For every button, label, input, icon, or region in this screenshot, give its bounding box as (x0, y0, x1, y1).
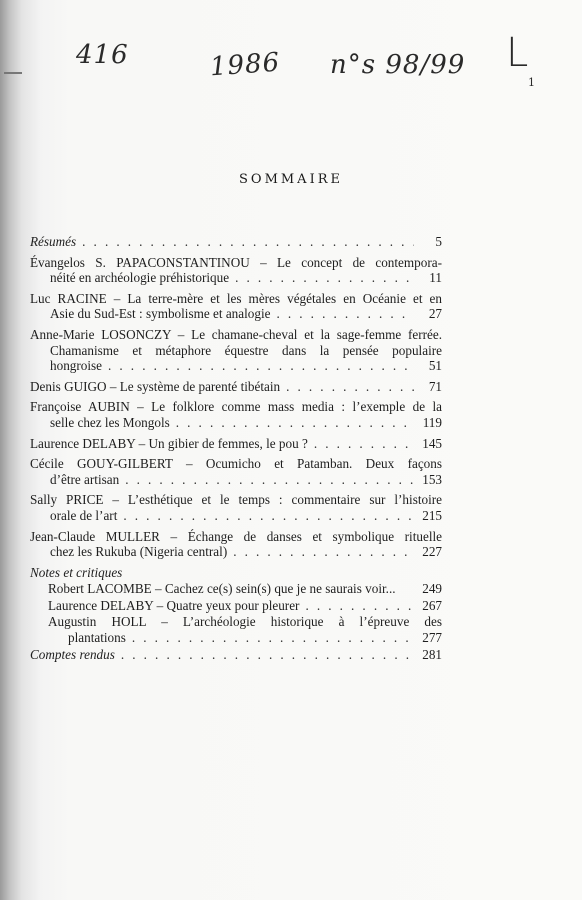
toc-entry-text: néité en archéologie préhistorique (50, 270, 230, 286)
dot-leader (132, 630, 414, 646)
page-number: 11 (429, 270, 442, 286)
handwritten-letter: L (506, 30, 530, 76)
page-number: 27 (428, 306, 442, 322)
dot-leader (314, 436, 414, 452)
toc-entry-first-line: Cécile GOUY-GILBERT – Ocumicho et Patamban. Deux façons (30, 456, 442, 472)
toc-entry-text: Laurence DELABY – Quatre yeux pour pleurer (48, 597, 300, 613)
dot-leader (176, 415, 414, 431)
toc-entry (30, 614, 442, 645)
toc-entry-text: Comptes rendus (30, 646, 115, 662)
toc-entry-first-line: Luc RACINE – La terre-mère et les mères végétales en Océanie et en (30, 290, 442, 306)
toc-entry (30, 291, 442, 322)
page-number: 281 (422, 646, 442, 662)
dot-leader (277, 306, 415, 322)
toc-entry-text: hongroise (50, 358, 103, 374)
toc-entry (30, 647, 442, 663)
handwritten-index: 1 (528, 76, 536, 89)
page-number: 267 (422, 597, 442, 613)
toc-entry-text: plantations (68, 630, 126, 646)
toc-entry-text: Denis GUIGO – Le système de parenté tibétain (30, 378, 281, 394)
toc-entry (30, 399, 442, 430)
toc-entry (30, 327, 442, 374)
toc-entry-text: orale de l’art (50, 507, 118, 523)
dot-leader (82, 234, 414, 250)
toc-entry (30, 529, 442, 560)
toc-entry-middle-line: Chamanisme et métaphore équestre dans la pensée populaire (50, 342, 442, 358)
toc-entry (30, 581, 442, 597)
dot-leader (233, 544, 414, 560)
dot-leader (125, 472, 414, 488)
dot-leader (305, 598, 414, 614)
page-number: 249 (422, 581, 442, 597)
toc-entry-first-line: Augustin HOLL – L’archéologie historique à l’épreuve des (48, 614, 442, 630)
page-number: 145 (422, 435, 442, 451)
page-title: SOMMAIRE (239, 172, 343, 187)
toc-entry-first-line: Jean-Claude MULLER – Échange de danses et symbolique rituelle (30, 528, 442, 544)
toc-entry-text: Asie du Sud-Est : symbolisme et analogie (50, 306, 271, 322)
dot-leader (286, 379, 414, 395)
toc-entry-first-line: Françoise AUBIN – Le folklore comme mass media : l’exemple de la (30, 399, 442, 415)
handwritten-issue: n°s 98/99 (330, 50, 466, 80)
toc-entry (30, 379, 442, 395)
section-heading: Notes et critiques (30, 564, 123, 580)
dot-leader (123, 508, 414, 524)
page-number: 119 (422, 414, 442, 430)
page-number: 153 (422, 471, 442, 487)
toc-entry-first-line: Sally PRICE – L’esthétique et le temps : commentaire sur l’histoire (30, 492, 442, 508)
page-number: 227 (422, 544, 442, 560)
dot-leader (121, 647, 414, 663)
page-number: 71 (428, 378, 442, 394)
page-number: 51 (428, 358, 442, 374)
handwritten-note: 416 (76, 40, 129, 70)
dot-leader (108, 358, 414, 374)
toc-entry-first-line: Anne-Marie LOSONCZY – Le chamane-cheval et la sage-femme ferrée. (30, 326, 442, 342)
toc-entry (30, 598, 442, 614)
toc-entry-text: Laurence DELABY – Un gibier de femmes, le pou ? (30, 435, 308, 451)
toc-entry (30, 234, 442, 250)
dot-leader (235, 270, 414, 286)
page-number: 277 (422, 630, 442, 646)
toc-entry-text: d’être artisan (50, 471, 120, 487)
toc-entry (30, 492, 442, 523)
table-of-contents (30, 234, 442, 667)
handwritten-year: 1986 (209, 47, 282, 83)
toc-entry-text: Robert LACOMBE – Cachez ce(s) sein(s) que je ne saurais voir... (48, 581, 396, 597)
page-number: 5 (435, 234, 442, 249)
page-number: 215 (422, 507, 442, 523)
toc-entry-text: Résumés (30, 234, 77, 249)
toc-entry (30, 436, 442, 452)
toc-entry-first-line: Évangelos S. PAPACONSTANTINOU – Le concept de contempora- (30, 254, 442, 270)
margin-mark (4, 72, 22, 74)
toc-entry (30, 255, 442, 286)
toc-entry-text: selle chez les Mongols (50, 414, 170, 430)
toc-entry (30, 456, 442, 487)
toc-entry-text: chez les Rukuba (Nigeria central) (50, 544, 228, 560)
